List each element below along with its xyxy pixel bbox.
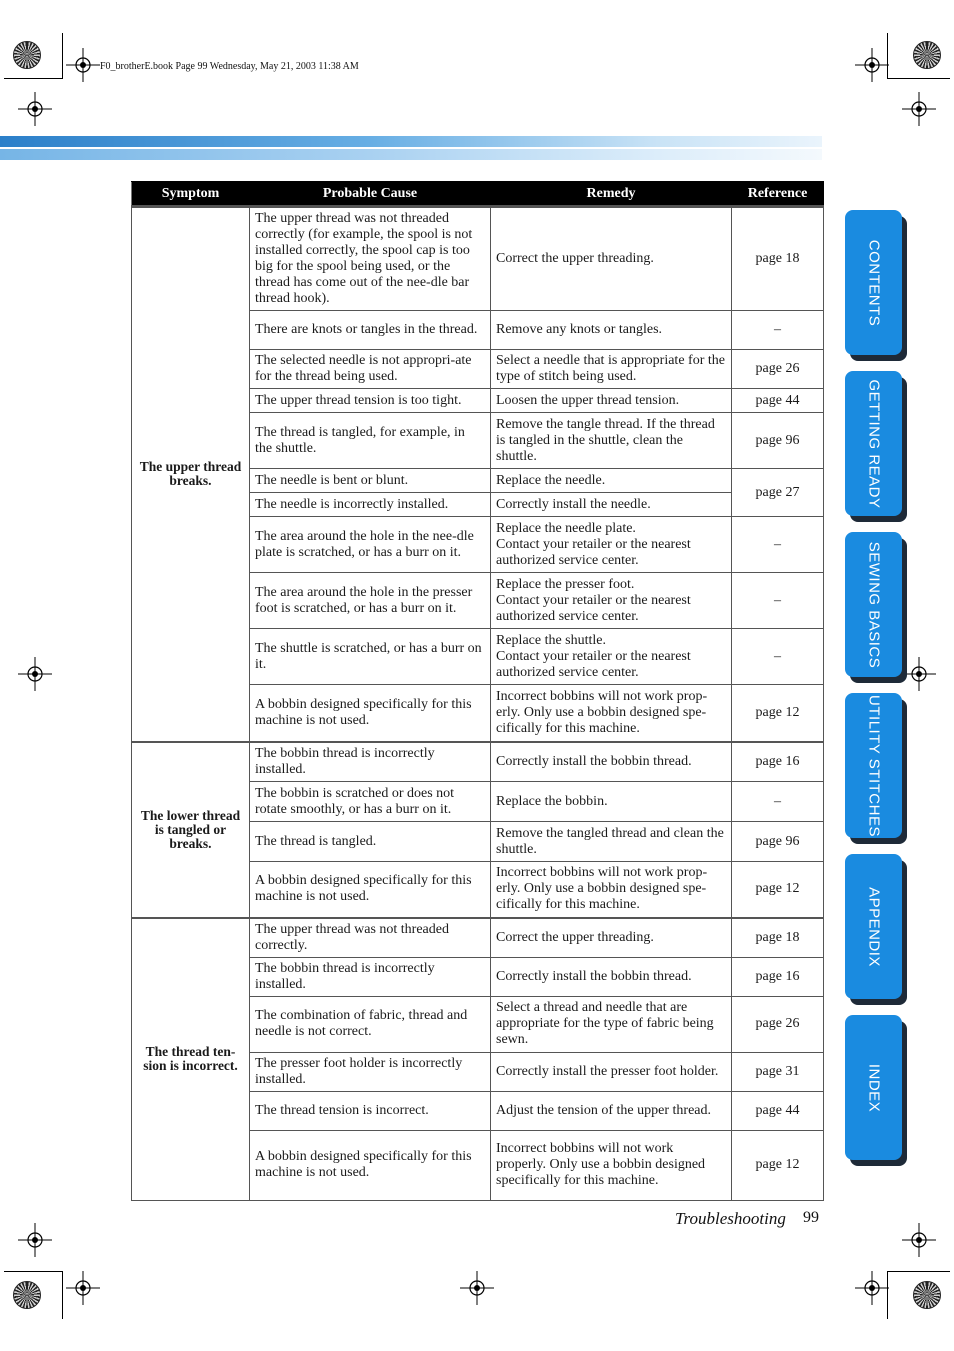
table-row xyxy=(132,207,824,311)
registration-mark-icon xyxy=(855,1271,889,1305)
table-header-row xyxy=(132,182,824,207)
remedy-cell: Replace the bobbin. xyxy=(491,782,732,822)
remedy-cell: Correctly install the bobbin thread. xyxy=(491,742,732,782)
rosette-mark-icon xyxy=(913,1281,941,1309)
registration-mark-icon xyxy=(18,657,52,691)
remedy-cell: Replace the presser foot. Contact your retailer or the nearest authorized service center. xyxy=(491,573,732,629)
remedy-cell: Remove the tangle thread. If the thread is tangled in the shuttle, clean the shuttle. xyxy=(491,413,732,469)
symptom-cell: The lower thread is tangled or breaks. xyxy=(132,742,250,918)
tab-label: SEWING BASICS xyxy=(865,541,882,668)
reference-cell: page 18 xyxy=(732,207,824,311)
cause-cell: There are knots or tangles in the thread. xyxy=(250,311,491,350)
book-info-header: F0_brotherE.book Page 99 Wednesday, May 21, 2003 11:38 AM xyxy=(100,61,359,72)
tab-contents[interactable] xyxy=(845,210,902,355)
rosette-mark-icon xyxy=(13,1281,41,1309)
tab-label: INDEX xyxy=(865,1063,882,1112)
remedy-cell: Remove any knots or tangles. xyxy=(491,311,732,350)
reference-cell: page 18 xyxy=(732,918,824,958)
symptom-cell: The upper thread breaks. xyxy=(132,207,250,742)
cause-cell: The area around the hole in the nee-dle plate is scratched, or has a burr on it. xyxy=(250,517,491,573)
reference-cell: page 26 xyxy=(732,350,824,389)
reference-cell: page 12 xyxy=(732,1130,824,1200)
column-header-reference: Reference xyxy=(732,182,824,207)
cause-cell: The thread is tangled. xyxy=(250,822,491,862)
registration-mark-icon xyxy=(18,1223,52,1257)
cause-cell: The thread tension is incorrect. xyxy=(250,1091,491,1130)
cause-cell: A bobbin designed specifically for this machine is not used. xyxy=(250,685,491,742)
cause-cell: The thread is tangled, for example, in the shuttle. xyxy=(250,413,491,469)
registration-mark-icon xyxy=(902,1223,936,1257)
tab-label: CONTENTS xyxy=(865,239,882,326)
header-band-top xyxy=(0,136,822,147)
registration-mark-icon xyxy=(66,48,100,82)
registration-mark-icon xyxy=(66,1271,100,1305)
remedy-cell: Correctly install the bobbin thread. xyxy=(491,957,732,996)
reference-cell: page 44 xyxy=(732,1091,824,1130)
remedy-cell: Incorrect bobbins will not work prop-erly. Only use a bobbin designed spe-cifically for this machine. xyxy=(491,862,732,918)
remedy-cell: Correct the upper threading. xyxy=(491,918,732,958)
remedy-cell: Incorrect bobbins will not work properly. Only use a bobbin designed specifically for this machine. xyxy=(491,1130,732,1200)
rosette-mark-icon xyxy=(913,41,941,69)
column-header-cause: Probable Cause xyxy=(250,182,491,207)
cause-cell: The upper thread tension is too tight. xyxy=(250,389,491,413)
remedy-cell: Replace the shuttle. Contact your retailer or the nearest authorized service center. xyxy=(491,629,732,685)
remedy-cell: Correctly install the needle. xyxy=(491,493,732,517)
table-row xyxy=(132,918,824,958)
tab-getting-ready[interactable] xyxy=(845,371,902,516)
cause-cell: The upper thread was not threaded correctly (for example, the spool is not installed correctly, the spool cap is too big for the spool being used, or the thread has come out of the nee-dle bar thread hook). xyxy=(250,207,491,311)
cause-cell: The combination of fabric, thread and needle is not correct. xyxy=(250,996,491,1052)
reference-cell: page 12 xyxy=(732,862,824,918)
cause-cell: The selected needle is not appropri-ate for the thread being used. xyxy=(250,350,491,389)
tab-appendix[interactable] xyxy=(845,854,902,999)
tab-utility-stitches[interactable] xyxy=(845,693,902,838)
reference-cell: page 26 xyxy=(732,996,824,1052)
cause-cell: A bobbin designed specifically for this machine is not used. xyxy=(250,862,491,918)
reference-cell: page 16 xyxy=(732,957,824,996)
header-band-bottom xyxy=(0,149,822,160)
registration-mark-icon xyxy=(855,48,889,82)
reference-cell: page 96 xyxy=(732,413,824,469)
tab-label: GETTING READY xyxy=(865,378,882,509)
reference-cell: page 16 xyxy=(732,742,824,782)
cause-cell: The bobbin thread is incorrectly installed. xyxy=(250,742,491,782)
column-header-symptom: Symptom xyxy=(132,182,250,207)
troubleshooting-table xyxy=(131,181,824,1201)
registration-mark-icon xyxy=(902,92,936,126)
cause-cell: The upper thread was not threaded correctly. xyxy=(250,918,491,958)
reference-cell: page 96 xyxy=(732,822,824,862)
footer-page-number: 99 xyxy=(803,1209,819,1226)
reference-cell: – xyxy=(732,311,824,350)
reference-cell: page 27 xyxy=(732,469,824,517)
cause-cell: The bobbin thread is incorrectly installed. xyxy=(250,957,491,996)
registration-mark-icon xyxy=(460,1271,494,1305)
registration-mark-icon xyxy=(902,657,936,691)
remedy-cell: Select a needle that is appropriate for the type of stitch being used. xyxy=(491,350,732,389)
reference-cell: – xyxy=(732,517,824,573)
tab-index[interactable] xyxy=(845,1015,902,1160)
tab-label: UTILITY STITCHES xyxy=(865,694,882,837)
remedy-cell: Remove the tangled thread and clean the shuttle. xyxy=(491,822,732,862)
reference-cell: – xyxy=(732,629,824,685)
reference-cell: page 12 xyxy=(732,685,824,742)
remedy-cell: Select a thread and needle that are appropriate for the type of fabric being sewn. xyxy=(491,996,732,1052)
cause-cell: The shuttle is scratched, or has a burr on it. xyxy=(250,629,491,685)
reference-cell: page 44 xyxy=(732,389,824,413)
registration-mark-icon xyxy=(18,92,52,126)
cause-cell: The needle is bent or blunt. xyxy=(250,469,491,493)
tab-sewing-basics[interactable] xyxy=(845,532,902,677)
tab-label: APPENDIX xyxy=(865,886,882,967)
column-header-remedy: Remedy xyxy=(491,182,732,207)
remedy-cell: Replace the needle plate. Contact your retailer or the nearest authorized service center. xyxy=(491,517,732,573)
footer-section-title: Troubleshooting xyxy=(675,1209,786,1228)
reference-cell: page 31 xyxy=(732,1052,824,1091)
cause-cell: The area around the hole in the presser foot is scratched, or has a burr on it. xyxy=(250,573,491,629)
rosette-mark-icon xyxy=(13,41,41,69)
remedy-cell: Replace the needle. xyxy=(491,469,732,493)
cause-cell: The presser foot holder is incorrectly installed. xyxy=(250,1052,491,1091)
table-row xyxy=(132,742,824,782)
reference-cell: – xyxy=(732,782,824,822)
symptom-cell: The thread ten-sion is incorrect. xyxy=(132,918,250,1201)
remedy-cell: Adjust the tension of the upper thread. xyxy=(491,1091,732,1130)
cause-cell: The needle is incorrectly installed. xyxy=(250,493,491,517)
remedy-cell: Correct the upper threading. xyxy=(491,207,732,311)
reference-cell: – xyxy=(732,573,824,629)
remedy-cell: Loosen the upper thread tension. xyxy=(491,389,732,413)
remedy-cell: Incorrect bobbins will not work prop-erly. Only use a bobbin designed spe-cifically for this machine. xyxy=(491,685,732,742)
cause-cell: A bobbin designed specifically for this machine is not used. xyxy=(250,1130,491,1200)
cause-cell: The bobbin is scratched or does not rotate smoothly, or has a burr on it. xyxy=(250,782,491,822)
remedy-cell: Correctly install the presser foot holder. xyxy=(491,1052,732,1091)
